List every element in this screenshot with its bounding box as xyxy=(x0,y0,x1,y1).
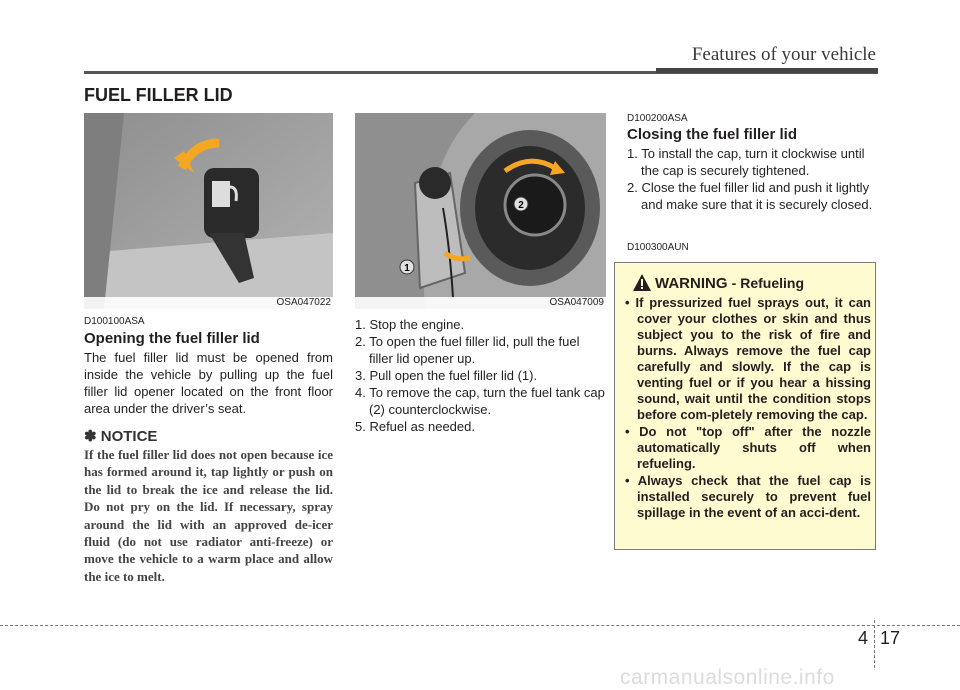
step-item: 4. To remove the cap, turn the fuel tank cap (2) counterclockwise. xyxy=(355,385,605,417)
closing-code: D100200ASA xyxy=(627,113,688,124)
warning-item: • If pressurized fuel sprays out, it can cover your clothes or skin and thus subject you to the risk of fire and burns. Always remove the fuel cap carefully and slowly. If the cap is venting fuel or if you hear a hissing sound, wait until the condition stops before com-pletely removing the cap. xyxy=(625,295,871,422)
opening-heading: Opening the fuel filler lid xyxy=(84,330,260,347)
chapter-number: 4 xyxy=(858,628,869,648)
marker-2: 2 xyxy=(518,200,524,211)
warning-subtitle: - Refueling xyxy=(731,275,805,291)
page-number: 17 xyxy=(880,628,901,648)
opening-steps xyxy=(355,316,606,435)
step-item: 2. To open the fuel filler lid, pull the fuel filler lid opener up. xyxy=(355,334,580,366)
warning-title: WARNING xyxy=(655,275,728,292)
watermark: carmanualsonline.info xyxy=(620,666,835,689)
step-item: 1. To install the cap, turn it clockwise until the cap is securely tightened. xyxy=(627,146,865,178)
step-item: 2. Close the fuel filler lid and push it lightly and make sure that it is securely closed. xyxy=(627,180,873,212)
footer-rule xyxy=(0,625,960,626)
opening-code: D100100ASA xyxy=(84,316,145,327)
warning-box xyxy=(614,262,876,550)
notice-heading: ✽ NOTICE xyxy=(84,428,158,445)
step-item: 5. Refuel as needed. xyxy=(355,419,475,434)
section-header: Features of your vehicle xyxy=(691,44,876,65)
fuel-cap-photo xyxy=(355,113,606,309)
closing-heading: Closing the fuel filler lid xyxy=(627,126,798,143)
warning-code: D100300AUN xyxy=(627,242,689,253)
step-item: 1. Stop the engine. xyxy=(355,317,465,332)
header-bar xyxy=(656,68,878,73)
closing-steps xyxy=(627,145,877,213)
lid-opener-photo xyxy=(84,113,333,309)
warning-list xyxy=(625,295,871,522)
footer-separator xyxy=(874,620,875,668)
notice-text: If the fuel filler lid does not open because ice has formed around it, tap lightly or push on the lid to break the ice and release the lid. Do not pry on the lid. If necessary, spray around the lid with an approved de-icer fluid (do not use radiator anti-freeze) or move the vehicle to a warm place and allow the ice to melt. xyxy=(84,447,333,584)
marker-1: 1 xyxy=(404,263,410,274)
warning-triangle-icon xyxy=(633,274,651,291)
opening-text: The fuel filler lid must be opened from inside the vehicle by pulling up the fuel filler lid opener located on the front floor area under the driver’s seat. xyxy=(84,350,333,416)
warning-item: • Do not "top off" after the nozzle automatically shuts off when refueling. xyxy=(625,424,871,471)
page-title: FUEL FILLER LID xyxy=(84,85,233,105)
warning-item: • Always check that the fuel cap is installed securely to prevent fuel spillage in the event of an acci-dent. xyxy=(625,473,871,520)
image-code: OSA047022 xyxy=(276,297,331,308)
image-code: OSA047009 xyxy=(549,297,604,308)
warning-heading xyxy=(655,275,804,292)
step-item: 3. Pull open the fuel filler lid (1). xyxy=(355,368,538,383)
